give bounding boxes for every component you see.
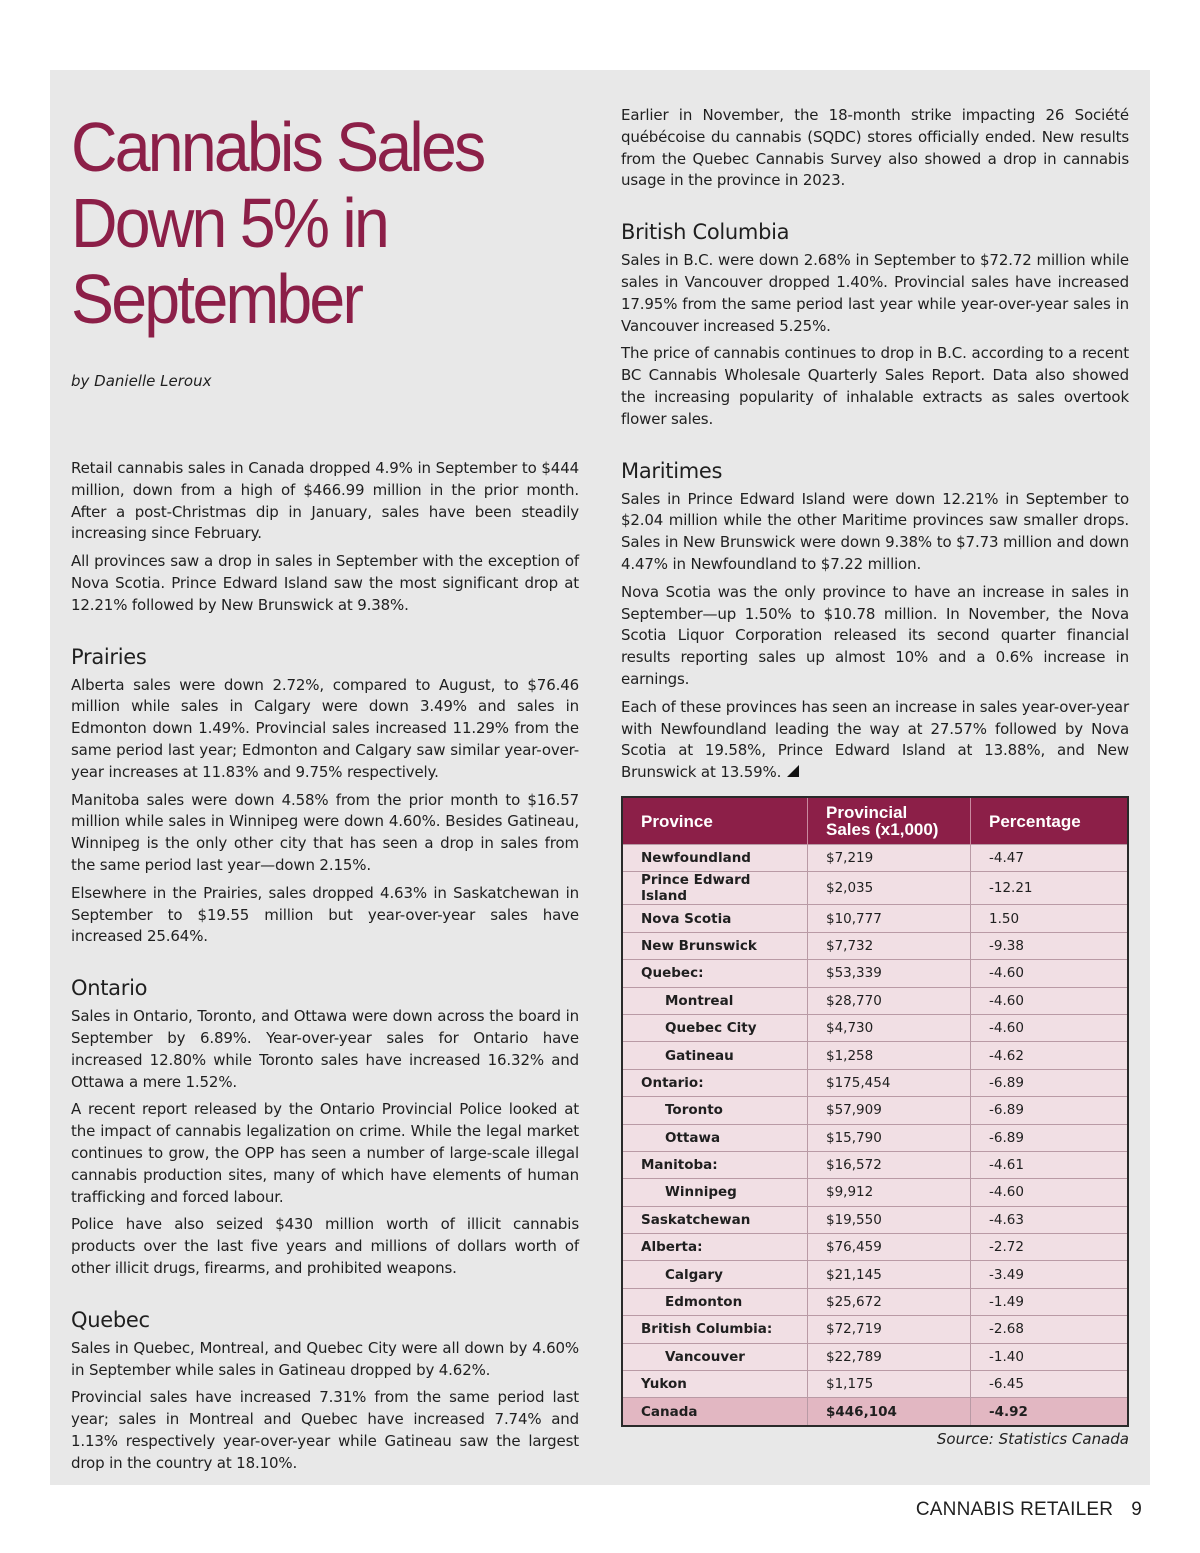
bc-paragraph-1: Sales in B.C. were down 2.68% in September to $72.72 million while sales in Vancouver dropped 1.40%. Provincial sales have increased 17.95% from the same period last year while year-over-year sales in Vancouver increased 5.25%. — [621, 251, 1129, 335]
sales-cell: $446,104 — [808, 1398, 971, 1426]
title-line-2: Down 5% in — [71, 184, 388, 262]
province-cell: Montreal — [622, 987, 808, 1014]
ontario-paragraph-2: A recent report released by the Ontario Provincial Police looked at the impact of cannabis legalization on crime. While the legal market continues to grow, the OPP has seen a number of large-scale illegal cannabis production sites, many of which have elements of human trafficking and forced labour. — [71, 1100, 579, 1206]
sales-table-wrap — [621, 796, 1129, 1427]
percentage-cell: -4.60 — [971, 987, 1129, 1014]
sales-cell: $28,770 — [808, 987, 971, 1014]
table-row — [622, 960, 1128, 987]
table-row — [622, 987, 1128, 1014]
intro-paragraph-2: All provinces saw a drop in sales in September with the exception of Nova Scotia. Prince Edward Island saw the most significant drop at 12.21% followed by New Brunswick at 9.38%. — [71, 552, 579, 614]
percentage-cell: -3.49 — [971, 1261, 1129, 1288]
article-title — [71, 109, 586, 337]
province-cell: Ottawa — [622, 1124, 808, 1151]
ontario-paragraph-1: Sales in Ontario, Toronto, and Ottawa were down across the board in September by 6.89%. Year-over-year sales for Ontario have increased 12.80% while Toronto sales have increased 16.32% and Ottawa a mere 1.52%. — [71, 1007, 579, 1091]
province-cell: Prince Edward Island — [622, 872, 808, 905]
sales-cell: $1,258 — [808, 1042, 971, 1069]
province-cell: Saskatchewan — [622, 1206, 808, 1233]
province-cell: Quebec: — [622, 960, 808, 987]
table-row — [622, 1288, 1128, 1315]
quebec-paragraph-1: Sales in Quebec, Montreal, and Quebec City were all down by 4.60% in September while sales in Gatineau dropped by 4.62%. — [71, 1338, 579, 1379]
province-cell: Toronto — [622, 1097, 808, 1124]
table-row — [622, 1042, 1128, 1069]
table-row — [622, 1097, 1128, 1124]
percentage-cell: -4.92 — [971, 1398, 1129, 1426]
table-row — [622, 1343, 1128, 1370]
province-cell: Nova Scotia — [622, 905, 808, 932]
table-row — [622, 1151, 1128, 1178]
table-source: Source: Statistics Canada — [936, 1430, 1129, 1448]
sales-cell: $15,790 — [808, 1124, 971, 1151]
bc-paragraph-2: The price of cannabis continues to drop in B.C. according to a recent BC Cannabis Wholesale Quarterly Sales Report. Data also showed the increasing popularity of inhalable extracts as sales overtook flower sales. — [621, 344, 1129, 428]
end-of-article-icon — [787, 765, 799, 777]
provincial-sales-table — [621, 796, 1129, 1427]
percentage-cell: -4.63 — [971, 1206, 1129, 1233]
table-row — [622, 1261, 1128, 1288]
sales-cell: $76,459 — [808, 1234, 971, 1261]
maritimes-paragraph-1: Sales in Prince Edward Island were down 12.21% in September to $2.04 million while the other Maritime provinces saw smaller drops. Sales in New Brunswick were down 9.38% to $7.73 million and down 4.47% in Newfoundland to $7.22 million. — [621, 489, 1129, 573]
table-row — [622, 1124, 1128, 1151]
table-row — [622, 1206, 1128, 1233]
province-cell: Yukon — [622, 1371, 808, 1398]
quebec-paragraph-2: Provincial sales have increased 7.31% from the same period last year; sales in Montreal and Quebec have increased 7.74% and 1.13% respectively year-over-year while Gatineau saw the largest drop in the country at 18.10%. — [71, 1388, 579, 1472]
province-cell: New Brunswick — [622, 932, 808, 959]
table-row — [622, 845, 1128, 872]
right-column-body — [621, 105, 1129, 790]
section-heading-maritimes: Maritimes — [621, 458, 723, 483]
percentage-cell: -4.47 — [971, 845, 1129, 872]
title-line-3: September — [71, 260, 362, 338]
quebec-continued-paragraph: Earlier in November, the 18-month strike impacting 26 Société québécoise du cannabis (SQDC) stores officially ended. New results from the Quebec Cannabis Survey also showed a drop in cannabis usage in the province in 2023. — [621, 106, 1129, 190]
percentage-cell: -6.89 — [971, 1069, 1129, 1096]
publication-name: CANNABIS RETAILER — [915, 1499, 1114, 1520]
percentage-cell: -4.60 — [971, 1014, 1129, 1041]
ontario-paragraph-3: Police have also seized $430 million worth of illicit cannabis products over the last five years and millions of dollars worth of other illicit drugs, firearms, and prohibited weapons. — [71, 1215, 579, 1277]
sales-cell: $22,789 — [808, 1343, 971, 1370]
province-cell: Edmonton — [622, 1288, 808, 1315]
table-row — [622, 1179, 1128, 1206]
sales-cell: $25,672 — [808, 1288, 971, 1315]
percentage-cell: -6.89 — [971, 1124, 1129, 1151]
province-cell: Winnipeg — [622, 1179, 808, 1206]
percentage-cell: -4.60 — [971, 960, 1129, 987]
section-heading-quebec: Quebec — [71, 1307, 150, 1332]
sales-cell: $53,339 — [808, 960, 971, 987]
percentage-cell: -1.40 — [971, 1343, 1129, 1370]
page-number: 9 — [1131, 1499, 1142, 1520]
table-header-row — [622, 797, 1128, 845]
maritimes-paragraph-2: Nova Scotia was the only province to have an increase in sales in September—up 1.50% to $10.78 million. In November, the Nova Scotia Liquor Corporation released its second quarter financial results reporting sales up almost 10% and a 0.6% increase in earnings. — [621, 582, 1129, 688]
section-heading-prairies: Prairies — [71, 644, 147, 669]
prairies-paragraph-1: Alberta sales were down 2.72%, compared to August, to $76.46 million while sales in Calgary were down 3.49% and sales in Edmonton down 1.49%. Provincial sales increased 11.29% from the same period last year; Edmonton and Calgary saw similar year-over-year increases at 11.83% and 9.75% respectively. — [71, 675, 579, 781]
sales-cell: $2,035 — [808, 872, 971, 905]
percentage-cell: -4.61 — [971, 1151, 1129, 1178]
prairies-paragraph-3: Elsewhere in the Prairies, sales dropped 4.63% in Saskatchewan in September to $19.55 million but year-over-year sales have increased 25.64%. — [71, 883, 579, 946]
province-cell: British Columbia: — [622, 1316, 808, 1343]
table-row — [622, 1371, 1128, 1398]
percentage-cell: -1.49 — [971, 1288, 1129, 1315]
table-row — [622, 1234, 1128, 1261]
section-heading-ontario: Ontario — [71, 976, 148, 1001]
table-row — [622, 1014, 1128, 1041]
table-body — [622, 845, 1128, 1426]
sales-cell: $21,145 — [808, 1261, 971, 1288]
intro-paragraph-1: Retail cannabis sales in Canada dropped 4.9% in September to $444 million, down from a high of $466.99 million in the prior month. After a post-Christmas dip in January, sales have been steadily increasing since February. — [71, 459, 579, 543]
header-provincial-sales: Provincial Sales (x1,000) — [808, 797, 971, 845]
sales-cell: $19,550 — [808, 1206, 971, 1233]
percentage-cell: -6.45 — [971, 1371, 1129, 1398]
sales-cell: $7,219 — [808, 845, 971, 872]
sales-cell: $16,572 — [808, 1151, 971, 1178]
percentage-cell: -12.21 — [971, 872, 1129, 905]
page-footer — [916, 1499, 1142, 1521]
sales-cell: $9,912 — [808, 1179, 971, 1206]
left-column-body — [71, 458, 579, 1480]
table-row — [622, 932, 1128, 959]
province-cell: Calgary — [622, 1261, 808, 1288]
table-row — [622, 1069, 1128, 1096]
maritimes-paragraph-3 — [621, 697, 1129, 784]
percentage-cell: -9.38 — [971, 932, 1129, 959]
maritimes-paragraph-3-text: Each of these provinces has seen an increase in sales year-over-year with Newfoundland leading the way at 27.57% followed by Nova Scotia at 19.58%, Prince Edward Island at 13.88%, and New Brunswick at 13.59%. — [621, 697, 1129, 782]
byline: by Danielle Leroux — [71, 372, 212, 390]
province-cell: Canada — [622, 1398, 808, 1426]
province-cell: Gatineau — [622, 1042, 808, 1069]
percentage-cell: -6.89 — [971, 1097, 1129, 1124]
table-row — [622, 872, 1128, 905]
percentage-cell: -2.72 — [971, 1234, 1129, 1261]
section-heading-bc: British Columbia — [621, 220, 790, 245]
sales-cell: $57,909 — [808, 1097, 971, 1124]
sales-cell: $10,777 — [808, 905, 971, 932]
province-cell: Alberta: — [622, 1234, 808, 1261]
sales-cell: $7,732 — [808, 932, 971, 959]
province-cell: Manitoba: — [622, 1151, 808, 1178]
sales-cell: $72,719 — [808, 1316, 971, 1343]
sales-cell: $175,454 — [808, 1069, 971, 1096]
header-percentage: Percentage — [971, 797, 1129, 845]
table-row — [622, 1316, 1128, 1343]
province-cell: Newfoundland — [622, 845, 808, 872]
percentage-cell: -4.62 — [971, 1042, 1129, 1069]
header-province: Province — [622, 797, 808, 845]
percentage-cell: -4.60 — [971, 1179, 1129, 1206]
table-row — [622, 905, 1128, 932]
province-cell: Ontario: — [622, 1069, 808, 1096]
table-total-row — [622, 1398, 1128, 1426]
province-cell: Vancouver — [622, 1343, 808, 1370]
province-cell: Quebec City — [622, 1014, 808, 1041]
title-block — [71, 105, 579, 337]
sales-cell: $4,730 — [808, 1014, 971, 1041]
prairies-paragraph-2: Manitoba sales were down 4.58% from the prior month to $16.57 million while sales in Winnipeg were down 4.60%. Besides Gatineau, Winnipeg is the only other city that has seen a drop in sales from the same period last year—down 2.15%. — [71, 790, 579, 874]
sales-cell: $1,175 — [808, 1371, 971, 1398]
percentage-cell: 1.50 — [971, 905, 1129, 932]
title-line-1: Cannabis Sales — [71, 108, 484, 186]
percentage-cell: -2.68 — [971, 1316, 1129, 1343]
